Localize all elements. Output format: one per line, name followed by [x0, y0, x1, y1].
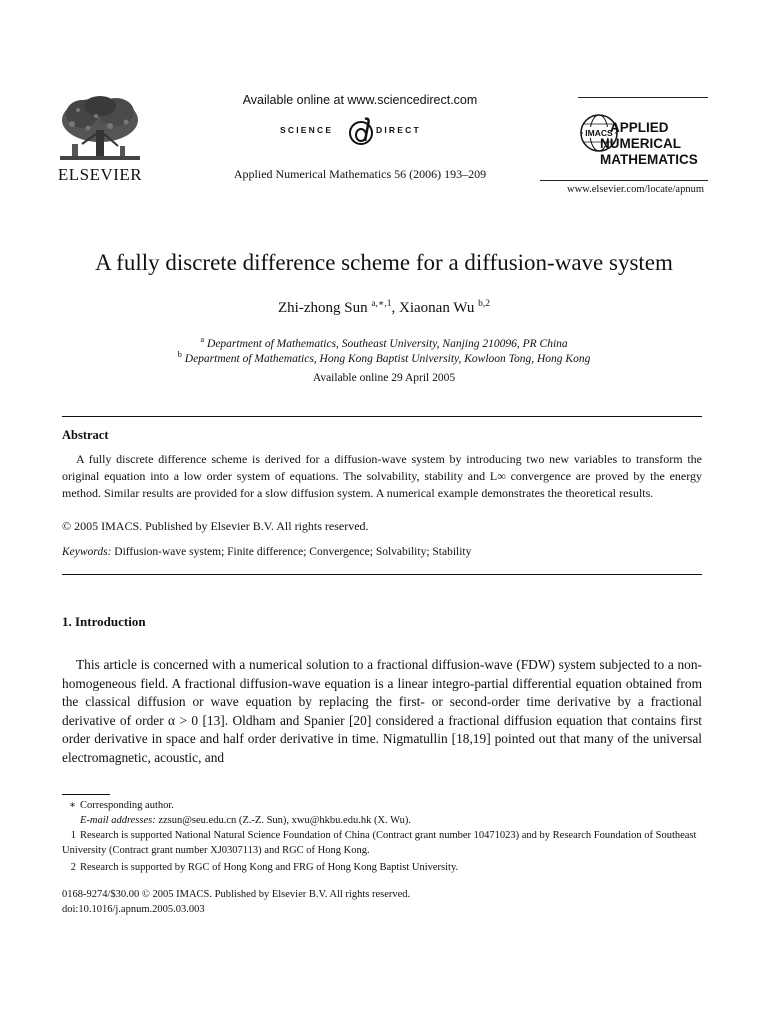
available-online-line: Available online at www.sciencedirect.com — [242, 93, 478, 107]
author-2-affil-mark: b,2 — [478, 299, 490, 309]
author-1-affil-mark: a,∗,1 — [371, 299, 392, 309]
abstract-top-rule — [62, 416, 702, 417]
author-list — [40, 298, 728, 317]
publisher-name: ELSEVIER — [57, 165, 143, 184]
doi-line: doi:10.1016/j.apnum.2005.03.003 — [62, 904, 205, 915]
author-1: Zhi-zhong Sun — [278, 300, 368, 316]
email-text: zzsun@seu.edu.cn (Z.-Z. Sun), xwu@hkbu.edu.hk (X. Wu). — [158, 815, 411, 826]
affiliation-a-text: Department of Mathematics, Southeast University, Nanjing 210096, PR China — [207, 337, 568, 350]
journal-title-line-3: MATHEMATICS — [600, 152, 698, 167]
footnote-1 — [62, 828, 702, 858]
paper-title: A fully discrete difference scheme for a diffusion-wave system — [95, 250, 673, 275]
footnote-1-text: Research is supported National Natural Science Foundation of China (Contract grant number 10471023) and by Research Foundation of Southeast University (Contract grant number XJ0307113) and RGC of Hong Kong. — [62, 830, 697, 856]
footnote-email — [62, 813, 702, 828]
section-heading-introduction: 1. Introduction — [62, 614, 146, 629]
sd-science-text: SCIENCE — [280, 125, 334, 135]
abstract-copyright: © 2005 IMACS. Published by Elsevier B.V. All rights reserved. — [62, 519, 369, 533]
affiliation-b-text: Department of Mathematics, Hong Kong Baptist University, Kowloon Tong, Hong Kong — [184, 352, 591, 365]
sd-direct-text: DIRECT — [376, 125, 421, 135]
elsevier-tree-logo — [52, 94, 148, 166]
author-separator: , — [391, 300, 400, 316]
abstract-bottom-rule — [62, 574, 702, 575]
sciencedirect-d-icon — [346, 115, 376, 147]
footnote-1-mark: 1 — [70, 830, 76, 841]
footnote-corresponding — [62, 798, 702, 813]
footnote-2 — [62, 860, 702, 875]
footnote-2-text: Research is supported by RGC of Hong Kong and FRG of Hong Kong Baptist University. — [80, 862, 459, 873]
journal-url: www.elsevier.com/locate/apnum — [567, 184, 704, 195]
abstract-text: A fully discrete difference scheme is derived for a diffusion-wave system by introducing two new variables to transform the original equation into a low order system of equations. The solvability, stability and L∞ convergence are proved by the energy method. Similar results are provided for a slow diffusion system. A numerical example demonstrates the theoretical results. — [62, 452, 702, 500]
affiliation-a — [40, 334, 728, 350]
abstract-heading: Abstract — [62, 428, 109, 442]
footnote-star-text: Corresponding author. — [80, 800, 174, 811]
affiliation-b — [40, 349, 728, 365]
issn-line: 0168-9274/$30.00 © 2005 IMACS. Published by Elsevier B.V. All rights reserved. — [62, 889, 411, 900]
available-date: Available online 29 April 2005 — [312, 372, 456, 384]
sciencedirect-logo — [230, 113, 490, 149]
keywords — [62, 546, 702, 558]
journal-title-line-2: NUMERICAL — [600, 136, 681, 151]
journal-title-logo — [600, 120, 710, 168]
keywords-label: Keywords: — [62, 546, 112, 558]
journal-reference: Applied Numerical Mathematics 56 (2006) 193–209 — [233, 167, 487, 181]
keywords-list: Diffusion-wave system; Finite difference; Convergence; Solvability; Stability — [114, 546, 472, 558]
author-2: Xiaonan Wu — [399, 300, 475, 316]
affiliation-b-mark: b — [177, 349, 182, 359]
journal-header-rule — [578, 97, 708, 98]
abstract-body — [62, 451, 702, 502]
affiliation-a-mark: a — [200, 334, 205, 344]
imacs-label: IMACS — [585, 128, 613, 138]
footnote-star-mark: ∗ — [68, 800, 76, 811]
footnote-2-mark: 2 — [70, 862, 76, 873]
introduction-paragraph: This article is concerned with a numerical solution to a fractional diffusion-wave (FDW) system subjected to a non-homogeneous field. A fractional diffusion-wave equation is a linear integro-partial differential equation obtained from the classical diffusion or wave equation by replacing the first- or second-order time derivative by a fractional derivative of order α > 0 [13]. Oldham and Spanier [20] considered a fractional diffusion equation that contains first order derivative in space and half order derivative in time. Nigmatullin [18,19] pointed out that many of the universal electromagnetic, acoustic, and — [62, 657, 702, 765]
journal-title-line-1: APPLIED — [610, 120, 669, 135]
footnote-rule — [62, 794, 110, 795]
email-label: E-mail addresses: — [80, 815, 156, 826]
journal-footer-rule — [540, 180, 708, 181]
